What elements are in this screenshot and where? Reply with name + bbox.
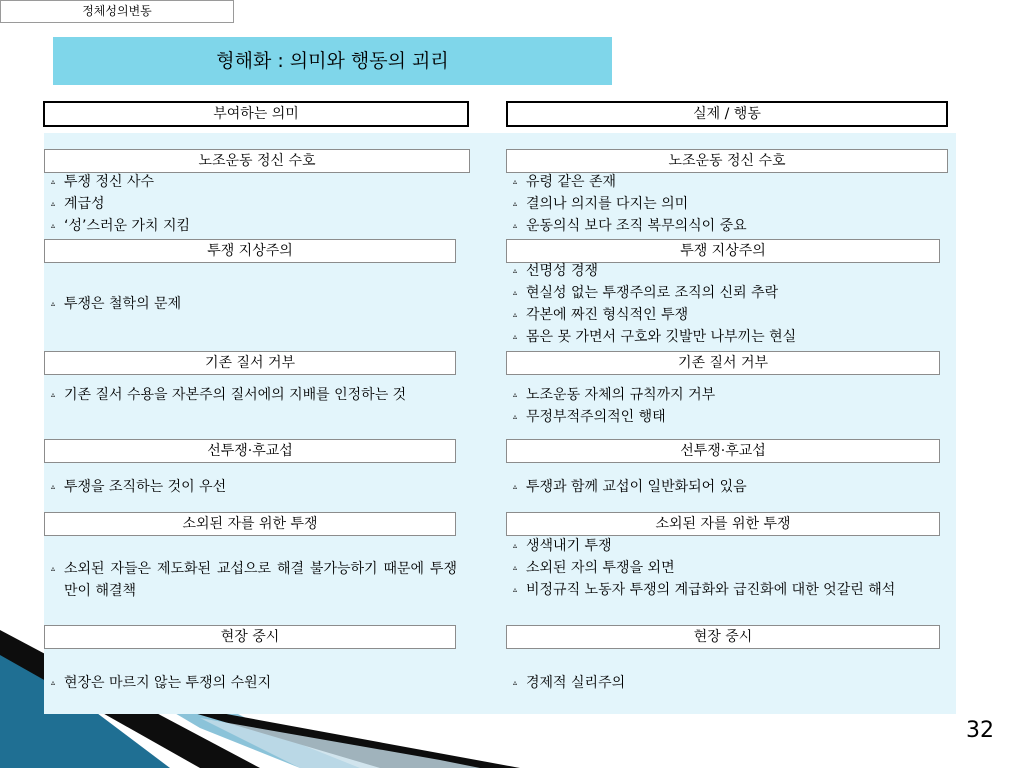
triangle-bullet-icon: ▵ [513, 332, 518, 341]
row-3-right-list [511, 384, 946, 428]
row-3-left-list [49, 384, 457, 406]
triangle-bullet-icon: ▵ [513, 678, 518, 687]
row-2-left-list [49, 293, 459, 315]
triangle-bullet-icon: ▵ [513, 199, 518, 208]
list-item: ▵ 비정규직 노동자 투쟁의 계급화와 급진화에 대한 엇갈린 해석 [511, 579, 941, 601]
row-4-left-label: 선투쟁·후교섭 [44, 439, 456, 463]
list-item: ▵ 투쟁은 철학의 문제 [49, 293, 459, 315]
list-item: ▵ 각본에 짜진 형식적인 투쟁 [511, 304, 946, 326]
column-header-meaning: 부여하는 의미 [43, 101, 469, 127]
list-item: ▵ 투쟁과 함께 교섭이 일반화되어 있음 [511, 476, 946, 498]
row-1-left-label: 노조운동 정신 수호 [44, 149, 470, 173]
list-item: ▵ 유령 같은 존재 [511, 171, 946, 193]
section-tag: 정체성의변동 [0, 0, 234, 23]
triangle-bullet-icon: ▵ [51, 564, 56, 573]
list-item: ▵ 노조운동 자체의 규칙까지 거부 [511, 384, 946, 406]
page-title: 형해화 : 의미와 행동의 괴리 [53, 37, 612, 85]
page-number: 32 [966, 718, 994, 743]
column-header-actual: 실제 / 행동 [506, 101, 948, 127]
list-item: ▵ 기존 질서 수용을 자본주의 질서에의 지배를 인정하는 것 [49, 384, 457, 406]
row-4-right-list [511, 476, 946, 498]
triangle-bullet-icon: ▵ [513, 288, 518, 297]
list-item: ▵ 현실성 없는 투쟁주의로 조직의 신뢰 추락 [511, 282, 946, 304]
list-item: ▵ 결의나 의지를 다지는 의미 [511, 193, 946, 215]
row-5-left-label: 소외된 자를 위한 투쟁 [44, 512, 456, 536]
triangle-bullet-icon: ▵ [513, 563, 518, 572]
triangle-bullet-icon: ▵ [51, 221, 56, 230]
row-1-left-list [49, 171, 469, 237]
row-5-right-label: 소외된 자를 위한 투쟁 [506, 512, 940, 536]
list-item: ▵ 운동의식 보다 조직 복무의식이 중요 [511, 215, 946, 237]
row-6-left-list [49, 672, 459, 694]
triangle-bullet-icon: ▵ [513, 585, 518, 594]
list-item: ▵ 현장은 마르지 않는 투쟁의 수원지 [49, 672, 459, 694]
triangle-bullet-icon: ▵ [513, 541, 518, 550]
triangle-bullet-icon: ▵ [51, 199, 56, 208]
row-3-left-label: 기존 질서 거부 [44, 351, 456, 375]
triangle-bullet-icon: ▵ [51, 390, 56, 399]
triangle-bullet-icon: ▵ [513, 310, 518, 319]
list-item: ▵ 계급성 [49, 193, 469, 215]
triangle-bullet-icon: ▵ [513, 221, 518, 230]
row-5-left-list [49, 558, 457, 602]
row-6-right-list [511, 672, 946, 694]
row-2-left-label: 투쟁 지상주의 [44, 239, 456, 263]
list-item: ▵ 선명성 경쟁 [511, 260, 946, 282]
list-item: ▵ ‘성’스러운 가치 지킴 [49, 215, 469, 237]
triangle-bullet-icon: ▵ [513, 390, 518, 399]
triangle-bullet-icon: ▵ [513, 266, 518, 275]
row-3-right-label: 기존 질서 거부 [506, 351, 940, 375]
triangle-bullet-icon: ▵ [513, 482, 518, 491]
row-4-right-label: 선투쟁·후교섭 [506, 439, 940, 463]
row-1-right-list [511, 171, 946, 237]
triangle-bullet-icon: ▵ [51, 482, 56, 491]
triangle-bullet-icon: ▵ [513, 177, 518, 186]
list-item: ▵ 무정부적주의적인 행태 [511, 406, 946, 428]
row-4-left-list [49, 476, 459, 498]
triangle-bullet-icon: ▵ [51, 678, 56, 687]
row-6-right-label: 현장 중시 [506, 625, 940, 649]
list-item: ▵ 생색내기 투쟁 [511, 535, 941, 557]
list-item: ▵ 몸은 못 가면서 구호와 깃발만 나부끼는 현실 [511, 326, 946, 348]
triangle-bullet-icon: ▵ [513, 412, 518, 421]
triangle-bullet-icon: ▵ [51, 299, 56, 308]
list-item: ▵ 소외된 자들은 제도화된 교섭으로 해결 불가능하기 때문에 투쟁만이 해결책 [49, 558, 457, 602]
list-item: ▵ 투쟁 정신 사수 [49, 171, 469, 193]
row-1-right-label: 노조운동 정신 수호 [506, 149, 948, 173]
row-2-right-list [511, 260, 946, 348]
triangle-bullet-icon: ▵ [51, 177, 56, 186]
row-2-right-label: 투쟁 지상주의 [506, 239, 940, 263]
row-5-right-list [511, 535, 941, 601]
list-item: ▵ 소외된 자의 투쟁을 외면 [511, 557, 941, 579]
list-item: ▵ 경제적 실리주의 [511, 672, 946, 694]
list-item: ▵ 투쟁을 조직하는 것이 우선 [49, 476, 459, 498]
row-6-left-label: 현장 중시 [44, 625, 456, 649]
